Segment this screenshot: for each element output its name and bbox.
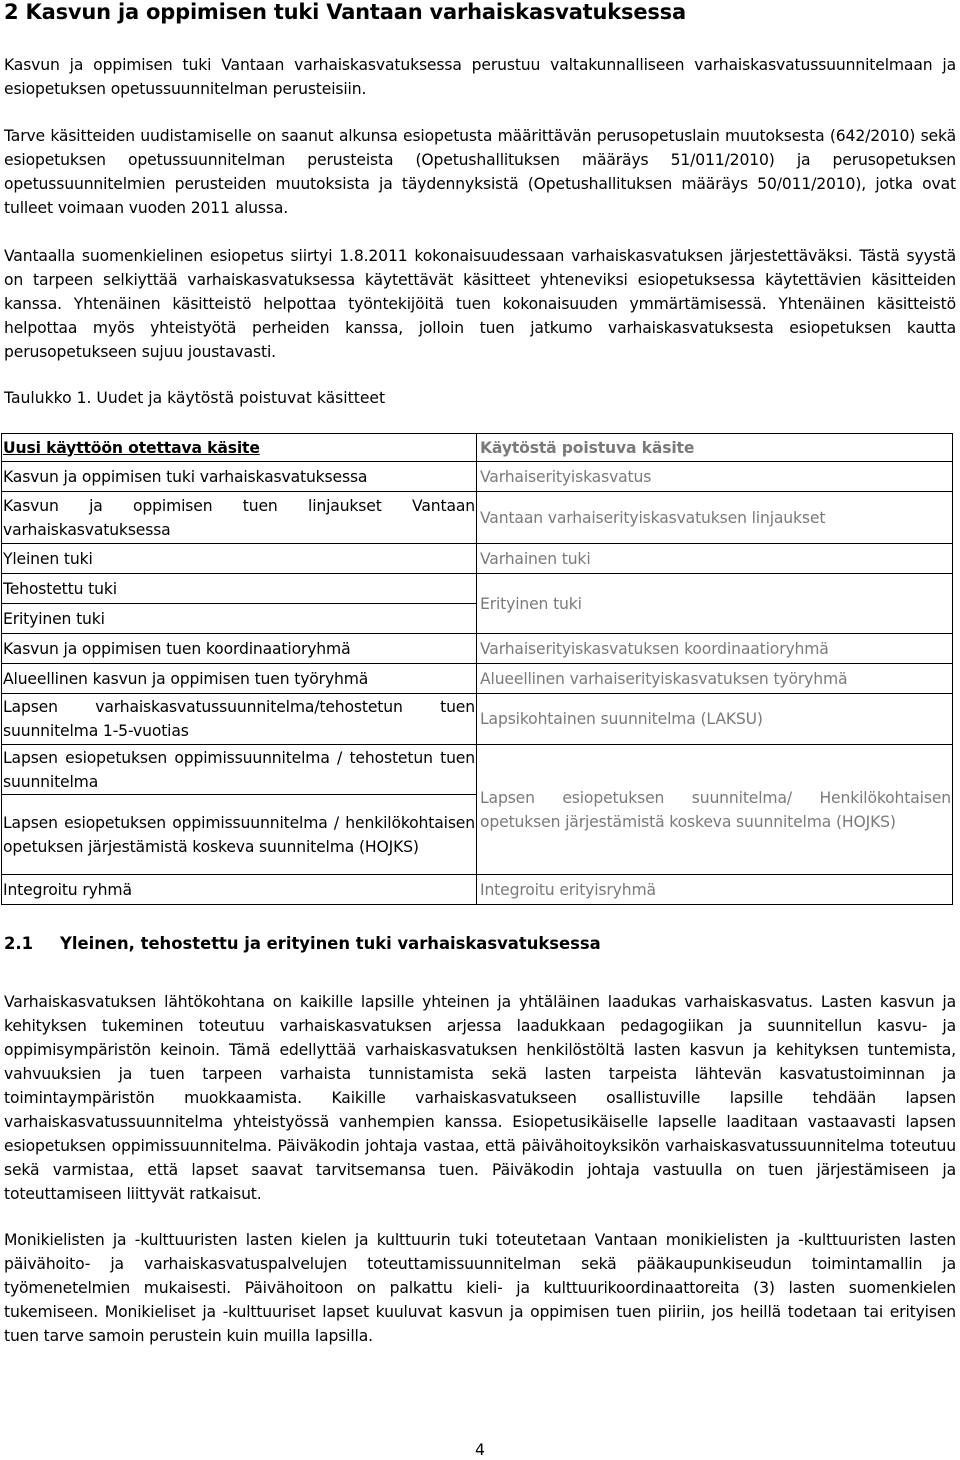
table-row [2, 462, 953, 492]
concepts-table [1, 433, 953, 905]
new-concept-cell: Alueellinen kasvun ja oppimisen tuen työryhmä [2, 664, 477, 694]
new-concept-cell: Kasvun ja oppimisen tuki varhaiskasvatuksessa [2, 462, 477, 492]
header-new-concept: Uusi käyttöön otettava käsite [2, 434, 477, 462]
header-old-concept: Käytöstä poistuva käsite [477, 434, 953, 462]
old-concept-cell: Lapsikohtainen suunnitelma (LAKSU) [477, 694, 953, 745]
old-concept-cell: Varhainen tuki [477, 544, 953, 574]
table-row [2, 634, 953, 664]
new-concept-cell: Tehostettu tuki [2, 574, 477, 604]
old-concept-cell: Alueellinen varhaiserityiskasvatuksen työryhmä [477, 664, 953, 694]
new-concept-cell: Lapsen esiopetuksen oppimissuunnitelma / henkilökohtaisen opetuksen järjestämistä koskeva suunnitelma (HOJKS) [2, 795, 477, 875]
old-concept-cell: Erityinen tuki [477, 574, 953, 634]
table-row [2, 745, 953, 795]
old-concept-cell: Lapsen esiopetuksen suunnitelma/ Henkilökohtaisen opetuksen järjestämistä koskeva suunnitelma (HOJKS) [477, 745, 953, 875]
vantaa-paragraph: Vantaalla suomenkielinen esiopetus siirtyi 1.8.2011 kokonaisuudessaan varhaiskasvatuksen järjestettäväksi. Tästä syystä on tarpeen selkiyttää varhaiskasvatuksessa käytettävät käsitteet yhteneviksi esiopetuksessa käytettävien käsitteiden kanssa. Yhtenäinen käsitteistö helpottaa työntekijöitä tuen kokonaisuuden ymmärtämisessä. Yhtenäinen käsitteistö helpottaa myös yhteistyötä perheiden kanssa, jolloin tuen jatkumo varhaiskasvatuksesta esiopetuksen kautta perusopetukseen sujuu joustavasti. [4, 247, 956, 361]
table-row [2, 875, 953, 905]
table-row [2, 574, 953, 604]
changes-paragraph: Tarve käsitteiden uudistamiselle on saanut alkunsa esiopetusta määrittävän perusopetuslain muutoksesta (642/2010) sekä esiopetuksen opetussuunnitelman perusteista (Opetushallituksen määräys 51/011/2010) ja perusopetuksen opetussuunnitelmien perusteiden muutoksista ja täydennyksistä (Opetushallituksen määräys 50/011/2010), jotka ovat tulleet voimaan vuoden 2011 alussa. [4, 127, 956, 217]
table-row [2, 694, 953, 745]
table-row [2, 492, 953, 544]
table-row [2, 664, 953, 694]
new-concept-cell: Integroitu ryhmä [2, 875, 477, 905]
new-concept-cell: Yleinen tuki [2, 544, 477, 574]
section-number: 2.1 [4, 934, 34, 953]
section-paragraph-1: Varhaiskasvatuksen lähtökohtana on kaikille lapsille yhteinen ja yhtäläinen laadukas varhaiskasvatus. Lasten kasvun ja kehityksen tukeminen toteutuu varhaiskasvatuksen arjessa laadukkaan pedagogiikan ja suunnitellun kasvu- ja oppimisympäristön keinoin. Tämä edellyttää varhaiskasvatuksen henkilöstöltä lasten kasvun ja kehityksen tuntemista, vahvuuksien ja tuen tarpeen varhaista tunnistamista sekä lasten tarpeista lähtevän kasvatustoiminnan ja toimintaympäristön muokkaamista. Kaikille varhaiskasvatukseen osallistuville lapsille tehdään lapsen varhaiskasvatussuunnitelma yhteistyössä vanhempien kanssa. Esiopetusikäiselle lapselle laaditaan vastaavasti lapsen esiopetuksen oppimissuunnitelma. Päiväkodin johtaja vastaa, että päivähoitoyksikön varhaiskasvatussuunnitelma toteutuu sekä varmistaa, että lapset saavat tarvitsemansa tuen. Päiväkodin johtaja vastuulla on tuen järjestämiseen ja toteuttamiseen liittyvät ratkaisut. [4, 993, 956, 1203]
chapter-heading: 2 Kasvun ja oppimisen tuki Vantaan varhaiskasvatuksessa [4, 0, 686, 24]
section-title: Yleinen, tehostettu ja erityinen tuki varhaiskasvatuksessa [60, 934, 601, 953]
old-concept-cell: Vantaan varhaiserityiskasvatuksen linjaukset [477, 492, 953, 544]
section-paragraph-2: Monikielisten ja -kulttuuristen lasten kielen ja kulttuurin tuki toteutetaan Vantaan monikielisten ja -kulttuuristen lasten päivähoito- ja varhaiskasvatuspalvelujen toteuttamissuunnitelman sekä pääkaupunkiseudun toimintamallin ja työmenetelmien mukaisesti. Päivähoitoon on palkattu kieli- ja kulttuurikoordinaattoreita (3) lasten suomenkielen tukemiseen. Monikieliset ja -kulttuuriset lapset kuuluvat kasvun ja oppimisen tuen piiriin, jos heillä todetaan tai erityisen tuen tarve samoin perustein kuin muilla lapsilla. [4, 1231, 956, 1345]
new-concept-cell: Erityinen tuki [2, 604, 477, 634]
new-concept-cell: Kasvun ja oppimisen tuen koordinaatioryhmä [2, 634, 477, 664]
old-concept-cell: Integroitu erityisryhmä [477, 875, 953, 905]
section-heading [4, 932, 601, 956]
table-header-row [2, 434, 953, 462]
table-row [2, 544, 953, 574]
old-concept-cell: Varhaiserityiskasvatus [477, 462, 953, 492]
old-concept-cell: Varhaiserityiskasvatuksen koordinaatioryhmä [477, 634, 953, 664]
page-number: 4 [475, 1441, 485, 1459]
new-concept-cell: Lapsen esiopetuksen oppimissuunnitelma / tehostetun tuen suunnitelma [2, 745, 477, 795]
new-concept-cell: Kasvun ja oppimisen tuen linjaukset Vantaan varhaiskasvatuksessa [2, 492, 477, 544]
table-caption: Taulukko 1. Uudet ja käytöstä poistuvat käsitteet [4, 389, 386, 407]
intro-paragraph: Kasvun ja oppimisen tuki Vantaan varhaiskasvatuksessa perustuu valtakunnalliseen varhaiskasvatussuunnitelmaan ja esiopetuksen opetussuunnitelman perusteisiin. [4, 56, 956, 98]
new-concept-cell: Lapsen varhaiskasvatussuunnitelma/tehostetun tuen suunnitelma 1-5-vuotias [2, 694, 477, 745]
